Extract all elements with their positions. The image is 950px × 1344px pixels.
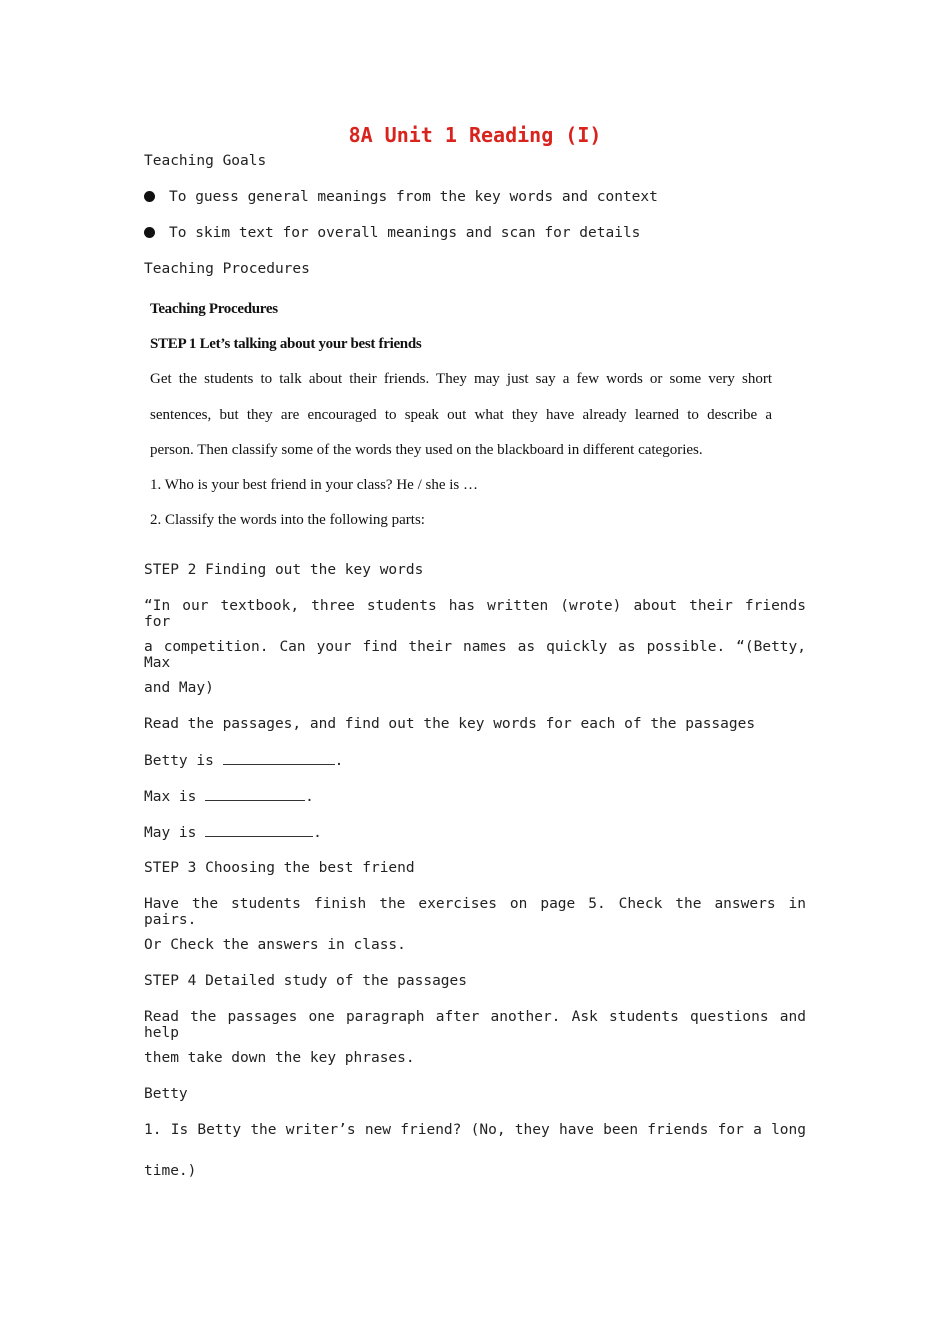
step2-line-3: and May) bbox=[144, 680, 214, 696]
blank-row-may bbox=[144, 824, 322, 841]
goal-text-1: To guess general meanings from the key words and context bbox=[169, 189, 658, 205]
betty-question-1-line-1: 1. Is Betty the writer’s new friend? (No, they have been friends for a long bbox=[144, 1122, 806, 1138]
answer-blank bbox=[205, 824, 313, 837]
goal-text-2: To skim text for overall meanings and scan for details bbox=[169, 225, 641, 241]
goal-item-2 bbox=[144, 225, 640, 241]
step1-item-2: 2. Classify the words into the following parts: bbox=[150, 512, 425, 528]
blank-end: . bbox=[313, 825, 322, 841]
step2-line-1: “In our textbook, three students has written (wrote) about their friends for bbox=[144, 598, 806, 630]
goal-item-1 bbox=[144, 189, 658, 205]
blank-label: May is bbox=[144, 825, 197, 841]
step3-line-2: Or Check the answers in class. bbox=[144, 937, 406, 953]
blank-row-max bbox=[144, 788, 314, 805]
bullet-icon bbox=[144, 191, 155, 202]
step1-title: STEP 1 Let’s talking about your best friends bbox=[150, 336, 422, 352]
bullet-icon bbox=[144, 227, 155, 238]
page-title: 8A Unit 1 Reading (I) bbox=[348, 123, 602, 147]
step1-item-1: 1. Who is your best friend in your class? He / she is … bbox=[150, 477, 479, 493]
blank-label: Betty is bbox=[144, 753, 214, 769]
teaching-procedures-heading: Teaching Procedures bbox=[144, 261, 310, 277]
step2-line-2: a competition. Can your find their names as quickly as possible. “(Betty, Max bbox=[144, 639, 806, 671]
step4-line-2: them take down the key phrases. bbox=[144, 1050, 415, 1066]
step2-title: STEP 2 Finding out the key words bbox=[144, 562, 424, 578]
step3-line-1: Have the students finish the exercises on page 5. Check the answers in pairs. bbox=[144, 896, 806, 928]
betty-heading: Betty bbox=[144, 1086, 188, 1102]
teaching-goals-heading: Teaching Goals bbox=[144, 153, 267, 169]
blank-row-betty bbox=[144, 752, 343, 769]
step1-para-line-3: person. Then classify some of the words they used on the blackboard in different categories. bbox=[150, 442, 703, 458]
betty-question-1-line-2: time.) bbox=[144, 1163, 197, 1179]
step4-line-1: Read the passages one paragraph after another. Ask students questions and help bbox=[144, 1009, 806, 1041]
step3-title: STEP 3 Choosing the best friend bbox=[144, 860, 415, 876]
step4-title: STEP 4 Detailed study of the passages bbox=[144, 973, 468, 989]
step1-para-line-1: Get the students to talk about their friends. They may just say a few words or some very short bbox=[150, 371, 772, 387]
answer-blank bbox=[205, 788, 305, 801]
step2-instruction: Read the passages, and find out the key words for each of the passages bbox=[144, 716, 756, 732]
blank-end: . bbox=[305, 789, 314, 805]
blank-label: Max is bbox=[144, 789, 197, 805]
answer-blank bbox=[223, 752, 335, 765]
inset-procedures-heading: Teaching Procedures bbox=[150, 301, 278, 317]
blank-end: . bbox=[334, 753, 344, 769]
step1-para-line-2: sentences, but they are encouraged to speak out what they have already learned to describe a bbox=[150, 407, 772, 423]
